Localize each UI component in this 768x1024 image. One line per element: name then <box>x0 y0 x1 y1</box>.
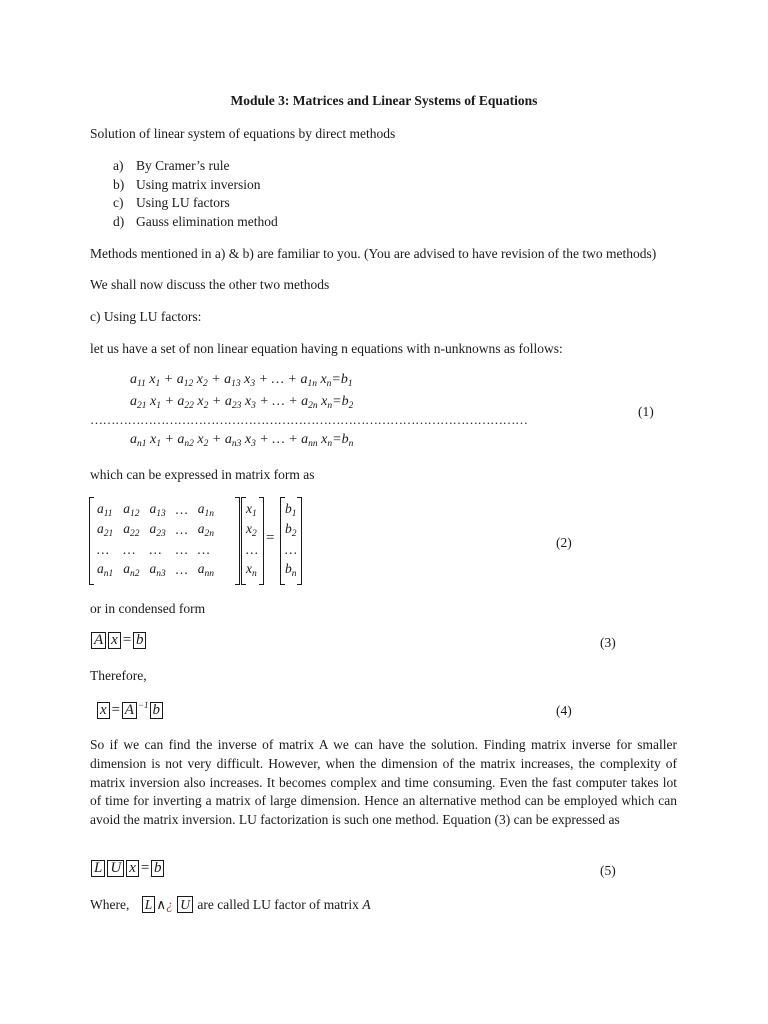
lu-symbols: L ∧¿ U <box>141 897 194 912</box>
matrix-form-text: which can be expressed in matrix form as <box>90 467 315 482</box>
equation-number: (4) <box>556 703 572 718</box>
coefficient-matrix: $a_{11}$ $a_{12}$ $a_{13}$ … $a_{1n}$ $a_{21}$ $a_{22}$ $a_{23}$ … $a_{2n}$ … … … … … $a_{n1}$ $a_{n2}$ $a_{n3}$ … $a_{nn}$ <box>97 501 215 579</box>
page-title: Module 3: Matrices and Linear Systems of Equations <box>230 93 538 108</box>
list-item: Using matrix inversion <box>136 177 261 192</box>
equation-row-2: $a_{21}$ $x_1 + a_{22}$ $x_2 + a_{23}$ $x_3$ + … + $a_{2n}$ $x_n=b_2$ <box>130 394 354 411</box>
equation-number: (2) <box>556 535 572 550</box>
list-item-letter: a) <box>113 158 124 173</box>
set-text: let us have a set of non linear equation having n equations with n-unknowns as follows: <box>90 341 563 356</box>
equation-row-n: $a_{n1}$ $x_1 + a_{n2}$ $x_2 + a_{n3}$ $x_3$ + … + $a_{nn}$ $x_n=b_n$ <box>130 432 354 449</box>
matrix-a: A <box>362 897 371 912</box>
equation-number: (3) <box>600 635 616 650</box>
intro-text: Solution of linear system of equations by direct methods <box>90 126 396 141</box>
section-heading: c) Using LU factors: <box>90 309 202 324</box>
familiar-text: Methods mentioned in a) & b) are familiar to you. (You are advised to have revision of the two methods) <box>90 246 657 261</box>
condensed-text: or in condensed form <box>90 601 206 616</box>
list-item-letter: d) <box>113 214 125 229</box>
where-line <box>90 896 371 913</box>
list-item-letter: b) <box>113 177 125 192</box>
list-item: Using LU factors <box>136 195 230 210</box>
equation-3: A x = b <box>90 632 147 649</box>
equation-5: L U x = b <box>90 860 165 877</box>
discuss-text: We shall now discuss the other two methods <box>90 277 330 292</box>
equation-row-1: $a_{11}$ $x_1 + a_{12}$ $x_2 + a_{13}$ $x_3$ + … + $a_{1n}$ $x_n=b_1$ <box>130 372 353 389</box>
therefore-text: Therefore, <box>90 668 147 683</box>
where-suffix: are called LU factor of matrix <box>194 897 363 912</box>
constant-vector: $b_1$ $b_2$ … $b_n$ <box>285 501 298 579</box>
equation-number: (5) <box>600 863 616 878</box>
variable-vector: $x_1$ $x_2$ … $x_n$ <box>246 501 259 579</box>
dots-line: …………………………………………………………………………………………… <box>90 412 528 427</box>
body-paragraph: So if we can find the inverse of matrix A we can have the solution. Finding matrix inverse for smaller dimension is not very difficult. However, when the dimension of the matrix increases, the complexity of matrix inversion also increases. It becomes complex and time consuming. Even the fast computer takes lot of time for inverting a matrix of large dimension. Hence an alternative method can be employed which can avoid the matrix inversion. LU factorization is such one method. Equation (3) can be expressed as <box>90 737 677 828</box>
equation-4: x = A $^{-1}$ b <box>96 700 164 719</box>
list-item-letter: c) <box>113 195 124 210</box>
list-item: Gauss elimination method <box>136 214 278 229</box>
list-item: By Cramer’s rule <box>136 158 230 173</box>
equation-number: (1) <box>638 404 654 419</box>
where-prefix: Where, <box>90 897 130 912</box>
